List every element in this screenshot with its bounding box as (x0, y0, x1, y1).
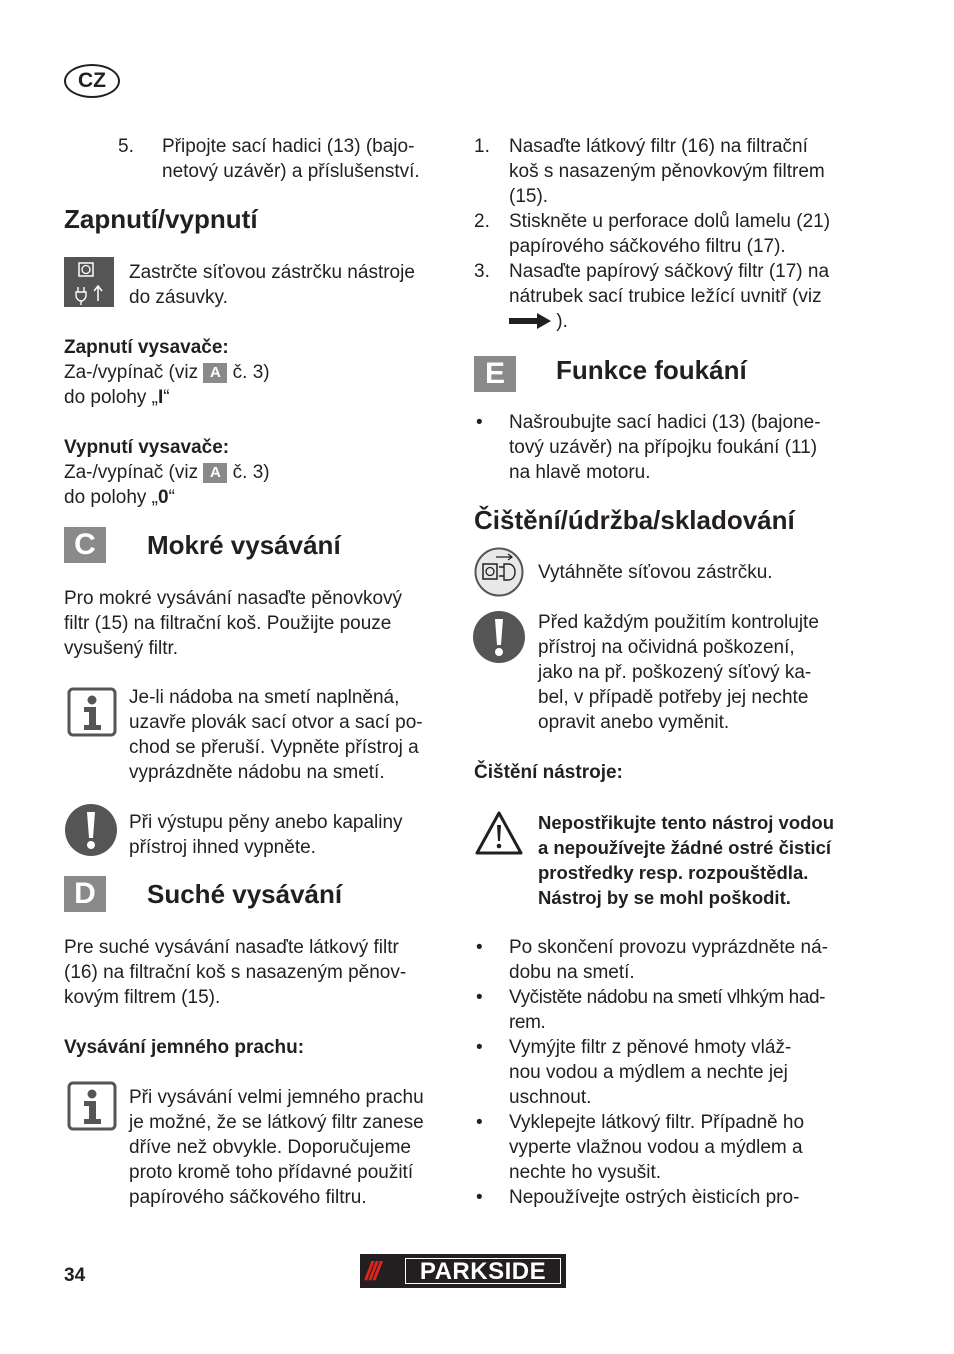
line: filtr (15) na filtrační koš. Použijte pouze (64, 613, 392, 634)
check-text (538, 610, 819, 735)
clean-bullet-1 (509, 935, 828, 985)
text: do polohy „ (64, 487, 159, 508)
dry-paragraph (64, 935, 406, 1010)
line (64, 460, 270, 485)
line: bel, v případě potřeby jej nechte (538, 687, 809, 708)
fine-dust-heading: Vysávání jemného prachu: (64, 1037, 305, 1058)
bullet-dot: • (476, 1037, 483, 1058)
unplug-text: Vytáhněte síťovou zástrčku. (538, 562, 773, 583)
line: dříve než obvykle. Doporučujeme (129, 1137, 411, 1158)
line: papírového sáčkového filtru (17). (509, 236, 786, 257)
unplug-icon (474, 547, 524, 597)
text: “ (163, 387, 170, 408)
step-3-text (509, 259, 829, 336)
text: “ (168, 487, 175, 508)
info-icon (67, 687, 117, 737)
section-title-blow: Funkce foukání (556, 355, 747, 385)
line: přístroj na očividná poškození, (538, 637, 795, 658)
line: Vyčistěte nádobu na smetí vlhkým had- (509, 987, 826, 1008)
line: Je-li nádoba na smetí naplněná, (129, 687, 400, 708)
line (64, 485, 270, 510)
clean-bullet-3 (509, 1035, 791, 1110)
line: nátrubek sací trubice ležící uvnitř (viz (509, 286, 822, 307)
position-value: I (158, 387, 164, 408)
line: Nepoužívejte ostrých èisticích pro- (509, 1187, 800, 1208)
line (64, 385, 270, 410)
line: nou vodou a mýdlem a nechte jej (509, 1062, 788, 1083)
step-2-number: 2. (474, 211, 490, 232)
line: uschnout. (509, 1087, 592, 1108)
line: (16) na filtrační koš s nasazeným pěnov- (64, 962, 407, 983)
position-value: 0 (158, 487, 169, 508)
switch-off-heading: Vypnutí vysavače: (64, 437, 230, 458)
line: jako na př. poškozený síťový ka- (538, 662, 812, 683)
line: je možné, že se látkový filtr zanese (129, 1112, 424, 1133)
step-2-text (509, 209, 830, 259)
line: vyprázdněte nádobu na smetí. (129, 762, 385, 783)
line: vyperte vlažnou vodou a mýdlem a (509, 1137, 803, 1158)
line: Nasaďte látkový filtr (16) na filtrační (509, 136, 808, 157)
warning-exclamation-icon (472, 610, 526, 664)
step-5-text (162, 134, 420, 184)
figure-ref-tag: A (203, 363, 227, 383)
line: Při vysávání velmi jemného prachu (129, 1087, 424, 1108)
figure-ref-tag: A (203, 463, 227, 483)
line: (15). (509, 186, 549, 207)
info-icon (67, 1081, 117, 1131)
wet-paragraph (64, 586, 402, 661)
line: prostředky resp. rozpouštědla. (538, 862, 809, 883)
caution-text (538, 810, 834, 910)
line: Stiskněte u perforace dolů lamelu (21) (509, 211, 831, 232)
section-letter-c: C (64, 527, 106, 563)
line: Pre suché vysávání nasaďte látkový filtr (64, 937, 399, 958)
text: č. 3) (227, 362, 270, 383)
switch-on-heading: Zapnutí vysavače: (64, 337, 229, 358)
blow-bullet-text (509, 410, 821, 485)
bullet-dot: • (476, 987, 483, 1008)
clean-bullet-4 (509, 1110, 804, 1185)
bullet-dot: • (476, 1187, 483, 1208)
logo-wordmark: PARKSIDE (405, 1258, 561, 1284)
text: ). (551, 311, 568, 332)
line: opravit anebo vyměnit. (538, 712, 730, 733)
bullet-dot: • (476, 937, 483, 958)
bullet-dot: • (476, 412, 483, 433)
plug-socket-icon (64, 257, 114, 307)
line: papírového sáčkového filtru. (129, 1187, 367, 1208)
line: nechte ho vysušit. (509, 1162, 662, 1183)
line: uzavře plovák sací otvor a sací po- (129, 712, 423, 733)
text: Za-/vypínač (viz (64, 462, 204, 483)
arrow-right-icon (509, 311, 551, 336)
text: do polohy „ (64, 387, 159, 408)
language-badge (64, 64, 120, 98)
bullet-dot: • (476, 1112, 483, 1133)
section-title-clean: Čištění/údržba/skladování (474, 505, 795, 535)
line: Nástroj by se mohl poškodit. (538, 887, 791, 908)
line: Po skončení provozu vyprázdněte ná- (509, 937, 828, 958)
line: proto kromě toho přídavné použití (129, 1162, 414, 1183)
cleaning-heading: Čištění nástroje: (474, 762, 623, 783)
line: tový uzávěr) na přípojku foukání (11) (509, 437, 818, 458)
clean-bullet-2 (509, 985, 825, 1035)
line: Při výstupu pěny anebo kapaliny (129, 812, 403, 833)
line: netový uzávěr) a příslušenství. (162, 161, 420, 182)
page-number: 34 (64, 1265, 86, 1286)
line: přístroj ihned vypněte. (129, 837, 316, 858)
line: vysušený filtr. (64, 638, 179, 659)
line (64, 360, 270, 385)
section-title-dry: Suché vysávání (147, 879, 343, 909)
line: Nasaďte papírový sáčkový filtr (17) na (509, 261, 830, 282)
parkside-logo (360, 1254, 566, 1288)
warning-exclamation-icon (64, 803, 118, 857)
line: Vyklepejte látkový filtr. Případně ho (509, 1112, 805, 1133)
line: Pro mokré vysávání nasaďte pěnovkový (64, 588, 403, 609)
line: na hlavě motoru. (509, 462, 651, 483)
step-1-text (509, 134, 825, 209)
switch-on-text (64, 360, 270, 410)
section-title-onoff: Zapnutí/vypnutí (64, 204, 258, 234)
wet-warning-text (129, 810, 403, 860)
caution-triangle-icon (474, 810, 524, 856)
line: Před každým použitím kontrolujte (538, 612, 819, 633)
line: kovým filtrem (15). (64, 987, 221, 1008)
line: chod se přeruší. Vypněte přístroj a (129, 737, 419, 758)
line: Našroubujte sací hadici (13) (bajone- (509, 412, 821, 433)
plug-in-text (129, 260, 415, 310)
step-1-number: 1. (474, 136, 490, 157)
text: č. 3) (227, 462, 270, 483)
clean-bullet-5 (509, 1185, 799, 1210)
step-5-number: 5. (118, 136, 134, 157)
line: Vymýjte filtr z pěnové hmoty vláž- (509, 1037, 792, 1058)
dry-info-text (129, 1085, 424, 1210)
section-letter-e: E (474, 356, 516, 392)
line: a nepoužívejte žádné ostré čisticí (538, 837, 832, 858)
switch-off-text (64, 460, 270, 510)
line: Nepostřikujte tento nástroj vodou (538, 812, 835, 833)
wet-info-text (129, 685, 423, 785)
line: rem. (509, 1012, 546, 1033)
line (509, 309, 829, 336)
line: koš s nasazeným pěnovkovým filtrem (509, 161, 825, 182)
text: Za-/vypínač (viz (64, 362, 204, 383)
section-title-wet: Mokré vysávání (147, 530, 341, 560)
logo-slashes: /// (365, 1256, 378, 1286)
line: dobu na smetí. (509, 962, 635, 983)
step-3-number: 3. (474, 261, 490, 282)
line: Připojte sací hadici (13) (bajo- (162, 136, 415, 157)
line: Zastrčte síťovou zástrčku nástroje (129, 262, 415, 283)
section-letter-d: D (64, 876, 106, 912)
line: do zásuvky. (129, 287, 228, 308)
language-code: CZ (78, 69, 106, 92)
